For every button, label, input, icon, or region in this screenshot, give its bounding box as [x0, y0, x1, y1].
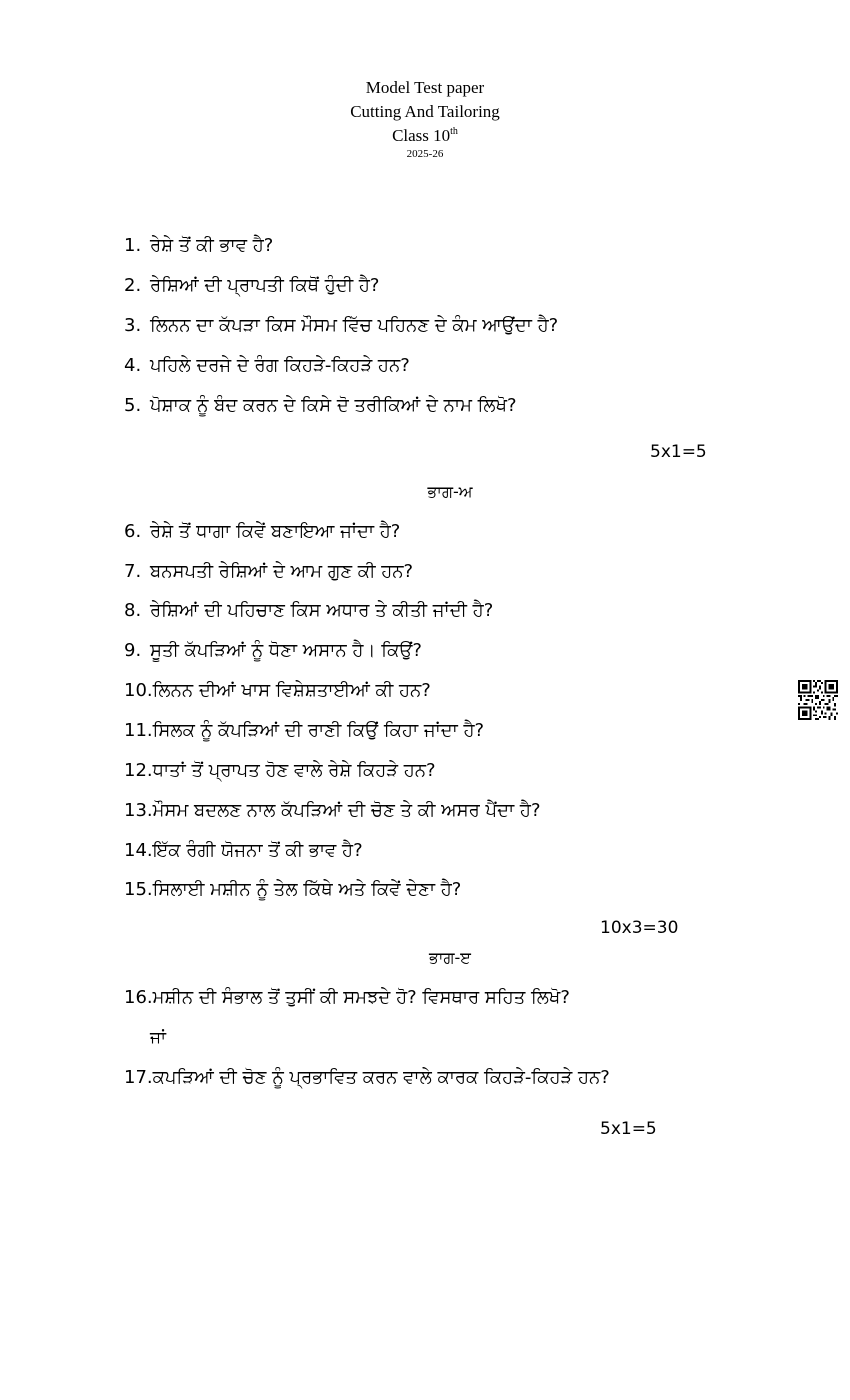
section-heading-e: ਭਾਗ-ੲ [429, 948, 471, 967]
question-5 [124, 394, 517, 418]
question-text: ਕਪੜਿਆਂ ਦੀ ਚੋਣ ਨੂੰ ਪ੍ਰਭਾਵਿਤ ਕਰਨ ਵਾਲੇ ਕਾਰਕ ਕਿਹੜੇ-ਕਿਹੜੇ ਹਨ? [152, 1067, 610, 1088]
part2-marks: 10x3=30 [600, 918, 679, 938]
question-4 [124, 354, 410, 378]
question-text: ਰੇਸ਼ਿਆਂ ਦੀ ਪਹਿਚਾਣ ਕਿਸ ਅਧਾਰ ਤੇ ਕੀਤੀ ਜਾਂਦੀ ਹੈ? [150, 600, 494, 621]
question-number: 3. [124, 315, 142, 336]
question-number: 4. [124, 355, 142, 376]
subject-title: Cutting And Tailoring [350, 102, 500, 121]
or-label: ਜਾਂ [150, 1028, 166, 1048]
question-text: ਮਸ਼ੀਨ ਦੀ ਸੰਭਾਲ ਤੋਂ ਤੁਸੀਂ ਕੀ ਸਮਝਦੇ ਹੋ? ਵਿਸਥਾਰ ਸਹਿਤ ਲਿਖੋ? [152, 987, 570, 1008]
part3-marks: 5x1=5 [600, 1119, 657, 1139]
question-number: 15. [124, 879, 153, 900]
question-number: 2. [124, 275, 142, 296]
class-title [0, 124, 850, 148]
question-number: 12. [124, 760, 153, 781]
question-text: ਸੂਤੀ ਕੱਪੜਿਆਂ ਨੂੰ ਧੋਣਾ ਅਸਾਨ ਹੈ। ਕਿਉਂ? [150, 640, 422, 661]
question-number: 10. [124, 680, 153, 701]
question-text: ਲਿਨਨ ਦਾ ਕੱਪੜਾ ਕਿਸ ਮੌਸਮ ਵਿੱਚ ਪਹਿਨਣ ਦੇ ਕੰਮ ਆਉਂਦਾ ਹੈ? [150, 315, 559, 336]
question-3 [124, 314, 558, 338]
question-number: 14. [124, 840, 153, 861]
question-13 [124, 799, 541, 823]
question-number: 1. [124, 235, 142, 256]
class-superscript: th [450, 126, 458, 137]
question-number: 16. [124, 987, 153, 1008]
question-14 [124, 839, 363, 863]
question-2 [124, 274, 379, 298]
question-number: 6. [124, 521, 142, 542]
qr-code-icon[interactable] [798, 680, 838, 720]
question-number: 8. [124, 600, 142, 621]
question-1 [124, 234, 273, 258]
part1-marks: 5x1=5 [650, 442, 707, 462]
class-label: Class 10 [392, 126, 451, 145]
question-15 [124, 878, 461, 902]
question-text: ਲਿਨਨ ਦੀਆਂ ਖਾਸ ਵਿਸ਼ੇਸ਼ਤਾਈਆਂ ਕੀ ਹਨ? [152, 680, 431, 701]
question-number: 17. [124, 1067, 153, 1088]
question-12 [124, 759, 436, 783]
question-text: ਸਿਲਕ ਨੂੰ ਕੱਪੜਿਆਂ ਦੀ ਰਾਣੀ ਕਿਉਂ ਕਿਹਾ ਜਾਂਦਾ ਹੈ? [152, 720, 485, 741]
question-8 [124, 599, 493, 623]
question-number: 11. [124, 720, 153, 741]
question-7 [124, 560, 413, 584]
question-number: 9. [124, 640, 142, 661]
question-text: ਇੱਕ ਰੰਗੀ ਯੋਜਨਾ ਤੋਂ ਕੀ ਭਾਵ ਹੈ? [152, 840, 363, 861]
page-header [0, 76, 850, 162]
question-6 [124, 520, 400, 544]
question-text: ਪਹਿਲੇ ਦਰਜੇ ਦੇ ਰੰਗ ਕਿਹੜੇ-ਕਿਹੜੇ ਹਨ? [150, 355, 410, 376]
question-17 [124, 1066, 610, 1090]
question-16 [124, 986, 570, 1010]
question-9 [124, 639, 422, 663]
question-text: ਸਿਲਾਈ ਮਸ਼ੀਨ ਨੂੰ ਤੇਲ ਕਿੱਥੇ ਅਤੇ ਕਿਵੇਂ ਦੇਣਾ ਹੈ? [152, 879, 462, 900]
question-number: 7. [124, 561, 142, 582]
section-heading-a: ਭਾਗ-ਅ [427, 482, 473, 501]
question-text: ਪੋਸ਼ਾਕ ਨੂੰ ਬੰਦ ਕਰਨ ਦੇ ਕਿਸੇ ਦੋ ਤਰੀਕਿਆਂ ਦੇ ਨਾਮ ਲਿਖੋ? [150, 395, 517, 416]
question-11 [124, 719, 484, 743]
question-text: ਧਾਤਾਂ ਤੋਂ ਪ੍ਰਾਪਤ ਹੋਣ ਵਾਲੇ ਰੇਸ਼ੇ ਕਿਹੜੇ ਹਨ? [152, 760, 436, 781]
question-text: ਬਨਸਪਤੀ ਰੇਸ਼ਿਆਂ ਦੇ ਆਮ ਗੁਣ ਕੀ ਹਨ? [150, 561, 414, 582]
session-year: 2025-26 [406, 148, 444, 160]
question-number: 13. [124, 800, 153, 821]
question-text: ਰੇਸ਼ਿਆਂ ਦੀ ਪ੍ਰਾਪਤੀ ਕਿਥੋਂ ਹੁੰਦੀ ਹੈ? [150, 275, 380, 296]
question-10 [124, 679, 431, 703]
paper-title: Model Test paper [365, 78, 485, 97]
question-text: ਰੇਸ਼ੇ ਤੋਂ ਕੀ ਭਾਵ ਹੈ? [150, 235, 274, 256]
question-text: ਰੇਸ਼ੇ ਤੋਂ ਧਾਗਾ ਕਿਵੇਂ ਬਣਾਇਆ ਜਾਂਦਾ ਹੈ? [150, 521, 401, 542]
question-number: 5. [124, 395, 142, 416]
question-text: ਮੌਸਮ ਬਦਲਣ ਨਾਲ ਕੱਪੜਿਆਂ ਦੀ ਚੋਣ ਤੇ ਕੀ ਅਸਰ ਪੈਂਦਾ ਹੈ? [152, 800, 541, 821]
